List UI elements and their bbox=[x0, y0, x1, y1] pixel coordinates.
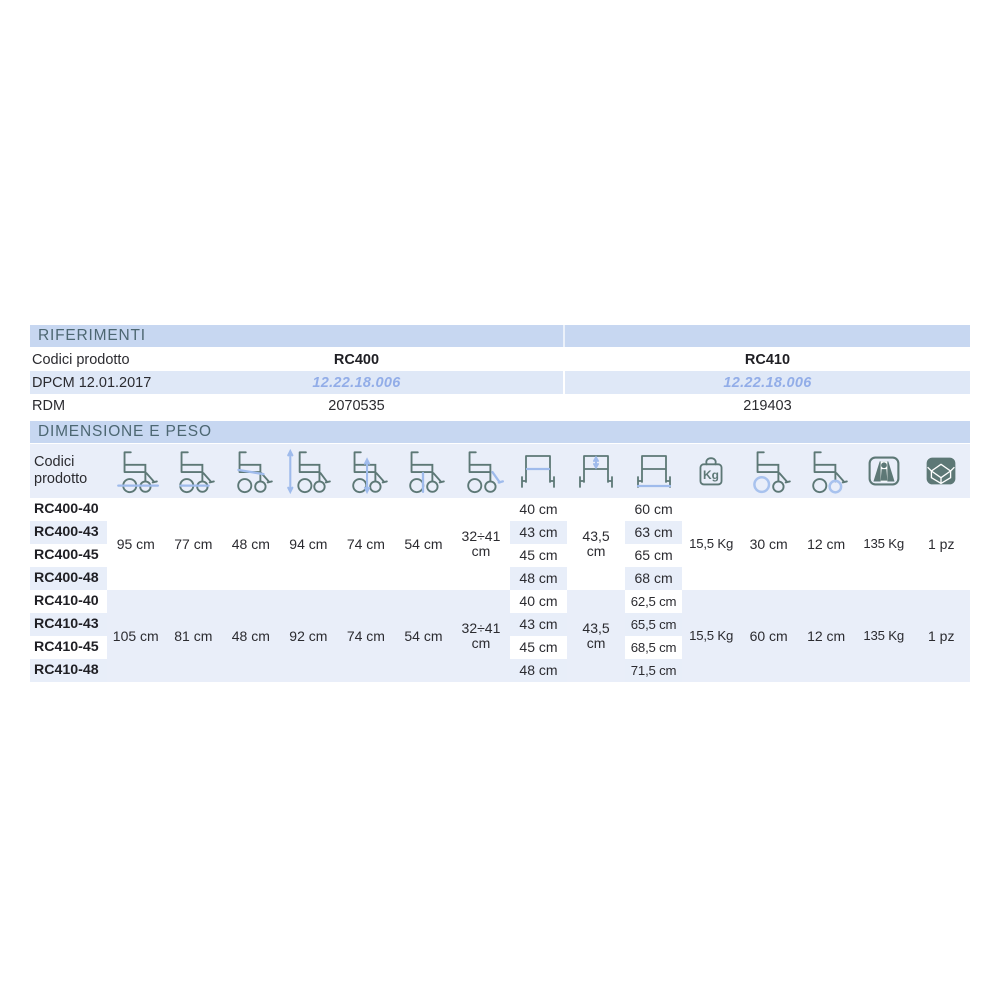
rc410-40-seat-height: 40 cm bbox=[510, 590, 568, 613]
rc400-43-seat-height: 43 cm bbox=[510, 521, 568, 544]
rc410-pieces: 1 pz bbox=[912, 590, 970, 682]
row-label-rc410-48: RC410-48 bbox=[30, 659, 107, 682]
rc400-length-no-footrests: 77 cm bbox=[165, 498, 223, 590]
rc410-seat-floor: 54 cm bbox=[395, 590, 453, 682]
rc410-seat-width: 43,5 cm bbox=[567, 590, 625, 682]
rc400-rear-wheel: 30 cm bbox=[740, 498, 798, 590]
ref-row-rdm bbox=[30, 394, 970, 417]
front-wheel-diameter-icon bbox=[797, 444, 855, 498]
row-label-rc410-40: RC410-40 bbox=[30, 590, 107, 613]
row-label-rc410-45: RC410-45 bbox=[30, 636, 107, 659]
footrest-length-icon bbox=[452, 444, 510, 498]
dimensioni-title: DIMENSIONE E PESO bbox=[38, 423, 212, 440]
rc400-max-user-weight: 135 Kg bbox=[855, 498, 913, 590]
rc410-rdm: 219403 bbox=[563, 394, 970, 417]
rc400-backrest-floor: 74 cm bbox=[337, 498, 395, 590]
row-label-rc400-40: RC400-40 bbox=[30, 498, 107, 521]
rc410-front-wheel: 12 cm bbox=[797, 590, 855, 682]
ref-row-dpcm bbox=[30, 371, 970, 394]
pieces-per-pack-icon bbox=[912, 444, 970, 498]
rc410-footrest-length: 32÷41 cm bbox=[452, 590, 510, 682]
rc400-48-backrest-height: 68 cm bbox=[625, 567, 683, 590]
row-label-rc400-45: RC400-45 bbox=[30, 544, 107, 567]
rc400-48-seat-height: 48 cm bbox=[510, 567, 568, 590]
rc410-total-length: 105 cm bbox=[107, 590, 165, 682]
rc400-front-wheel: 12 cm bbox=[797, 498, 855, 590]
rc400-seat-depth: 48 cm bbox=[222, 498, 280, 590]
rc410-length-no-footrests: 81 cm bbox=[165, 590, 223, 682]
seat-depth-icon bbox=[222, 444, 280, 498]
dimensioni-table bbox=[30, 444, 970, 682]
rc410-45-seat-height: 45 cm bbox=[510, 636, 568, 659]
seat-width-icon bbox=[510, 444, 568, 498]
rc410-seat-depth: 48 cm bbox=[222, 590, 280, 682]
backrest-height-icon bbox=[567, 444, 625, 498]
ref-row-codici bbox=[30, 348, 970, 371]
codici-prodotto-label: Codici prodotto bbox=[32, 351, 130, 368]
rc410-48-backrest-height: 71,5 cm bbox=[625, 659, 683, 682]
rc410-backrest-floor: 74 cm bbox=[337, 590, 395, 682]
rc400-total-length: 95 cm bbox=[107, 498, 165, 590]
rc410-45-backrest-height: 68,5 cm bbox=[625, 636, 683, 659]
riferimenti-header-right bbox=[563, 325, 970, 347]
rc400-seat-width: 43,5 cm bbox=[567, 498, 625, 590]
rc400-40-seat-height: 40 cm bbox=[510, 498, 568, 521]
dpcm-label: DPCM 12.01.2017 bbox=[32, 374, 152, 391]
row-label-rc400-48: RC400-48 bbox=[30, 567, 107, 590]
rc400-40-backrest-height: 60 cm bbox=[625, 498, 683, 521]
rc410-max-user-weight: 135 Kg bbox=[855, 590, 913, 682]
rc410-dpcm-code: 12.22.18.006 bbox=[563, 371, 970, 394]
rc400-code: RC400 bbox=[333, 351, 380, 368]
rc410-rear-wheel: 60 cm bbox=[740, 590, 798, 682]
rc400-43-backrest-height: 63 cm bbox=[625, 521, 683, 544]
row-label-rc400-43: RC400-43 bbox=[30, 521, 107, 544]
rc410-48-seat-height: 48 cm bbox=[510, 659, 568, 682]
rear-wheel-diameter-icon bbox=[740, 444, 798, 498]
rc400-total-height: 94 cm bbox=[280, 498, 338, 590]
total-height-icon bbox=[280, 444, 338, 498]
seat-floor-height-icon bbox=[395, 444, 453, 498]
rc400-weight: 15,5 Kg bbox=[682, 498, 740, 590]
total-length-icon bbox=[107, 444, 165, 498]
rc400-rdm: 2070535 bbox=[328, 397, 385, 414]
backrest-height-from-floor-icon bbox=[337, 444, 395, 498]
rc400-45-seat-height: 45 cm bbox=[510, 544, 568, 567]
spec-tables bbox=[30, 325, 970, 682]
rc400-seat-floor: 54 cm bbox=[395, 498, 453, 590]
rc410-total-height: 92 cm bbox=[280, 590, 338, 682]
max-user-weight-icon bbox=[855, 444, 913, 498]
rc410-43-backrest-height: 65,5 cm bbox=[625, 613, 683, 636]
rc400-dpcm-code: 12.22.18.006 bbox=[312, 374, 401, 391]
rdm-label: RDM bbox=[32, 397, 66, 414]
overall-width-icon bbox=[625, 444, 683, 498]
rc400-pieces: 1 pz bbox=[912, 498, 970, 590]
rc410-weight: 15,5 Kg bbox=[682, 590, 740, 682]
rc410-40-backrest-height: 62,5 cm bbox=[625, 590, 683, 613]
dim-corner-label: Codici prodotto bbox=[30, 444, 107, 498]
rc400-45-backrest-height: 65 cm bbox=[625, 544, 683, 567]
rc400-footrest-length: 32÷41 cm bbox=[452, 498, 510, 590]
weight-icon bbox=[682, 444, 740, 498]
row-label-rc410-43: RC410-43 bbox=[30, 613, 107, 636]
rc410-code: RC410 bbox=[563, 348, 970, 371]
svg-text:Kg: Kg bbox=[703, 468, 720, 483]
dimensioni-header bbox=[30, 421, 970, 443]
rc410-43-seat-height: 43 cm bbox=[510, 613, 568, 636]
length-without-footrests-icon bbox=[165, 444, 223, 498]
riferimenti-header bbox=[30, 325, 970, 347]
riferimenti-title: RIFERIMENTI bbox=[38, 327, 146, 344]
